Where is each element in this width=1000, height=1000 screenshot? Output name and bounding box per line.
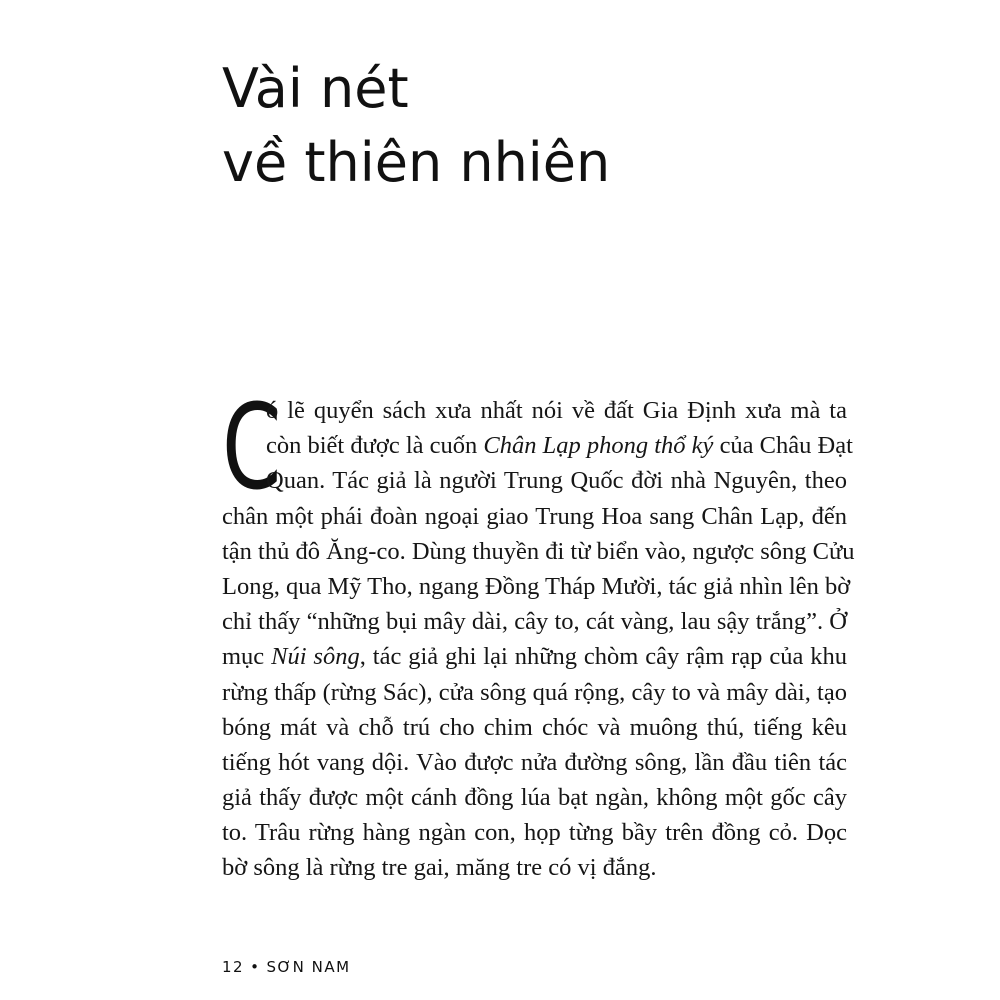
chapter-title <box>222 52 610 200</box>
footer-separator: • <box>250 958 261 976</box>
paragraph-line-12: giả thấy được một cánh đồng lúa bạt ngàn, không một gốc cây <box>222 784 847 812</box>
book-title-italic: Chân Lạp phong thổ ký <box>483 432 714 460</box>
paragraph-line-3: Quan. Tác giả là người Trung Quốc đời nhà Nguyên, theo <box>266 467 847 495</box>
paragraph-line-6: Long, qua Mỹ Tho, ngang Đồng Tháp Mười, tác giả nhìn lên bờ <box>222 572 851 600</box>
paragraph-line-14: bờ sông là rừng tre gai, măng tre có vị đắng. <box>222 854 657 882</box>
author-name: SƠN NAM <box>266 958 351 976</box>
paragraph-line-1: ó lẽ quyển sách xưa nhất nói về đất Gia Định xưa mà ta <box>266 397 847 424</box>
paragraph-line-10: bóng mát và chỗ trú cho chim chóc và muông thú, tiếng kêu <box>222 713 847 741</box>
paragraph-line-7: chỉ thấy “những bụi mây dài, cây to, cát vàng, lau sậy trắng”. Ở <box>222 608 847 636</box>
paragraph-line-11: tiếng hót vang dội. Vào được nửa đường sông, lần đầu tiên tác <box>222 748 847 776</box>
chapter-title-line-1: Vài nét <box>222 57 409 120</box>
section-title-italic: Núi sông <box>271 643 360 671</box>
page-footer <box>222 958 351 976</box>
paragraph-line-4: chân một phái đoàn ngoại giao Trung Hoa sang Chân Lạp, đến <box>222 502 847 530</box>
body-paragraph <box>222 393 855 886</box>
paragraph-line-2: còn biết được là cuốn Chân Lạp phong thổ ký của Châu Đạt <box>266 432 853 460</box>
paragraph-line-13: to. Trâu rừng hàng ngàn con, họp từng bầy trên đồng cỏ. Dọc <box>222 819 847 847</box>
paragraph-line-8: mục Núi sông, tác giả ghi lại những chòm cây rậm rạp của khu <box>222 643 848 671</box>
chapter-title-line-2: về thiên nhiên <box>222 131 611 194</box>
drop-cap-letter: C <box>222 378 282 516</box>
paragraph-line-9: rừng thấp (rừng Sác), cửa sông quá rộng, cây to và mây dài, tạo <box>222 678 847 706</box>
paragraph-line-5: tận thủ đô Ăng-co. Dùng thuyền đi từ biển vào, ngược sông Cửu <box>222 537 855 565</box>
page-number: 12 <box>222 958 245 976</box>
